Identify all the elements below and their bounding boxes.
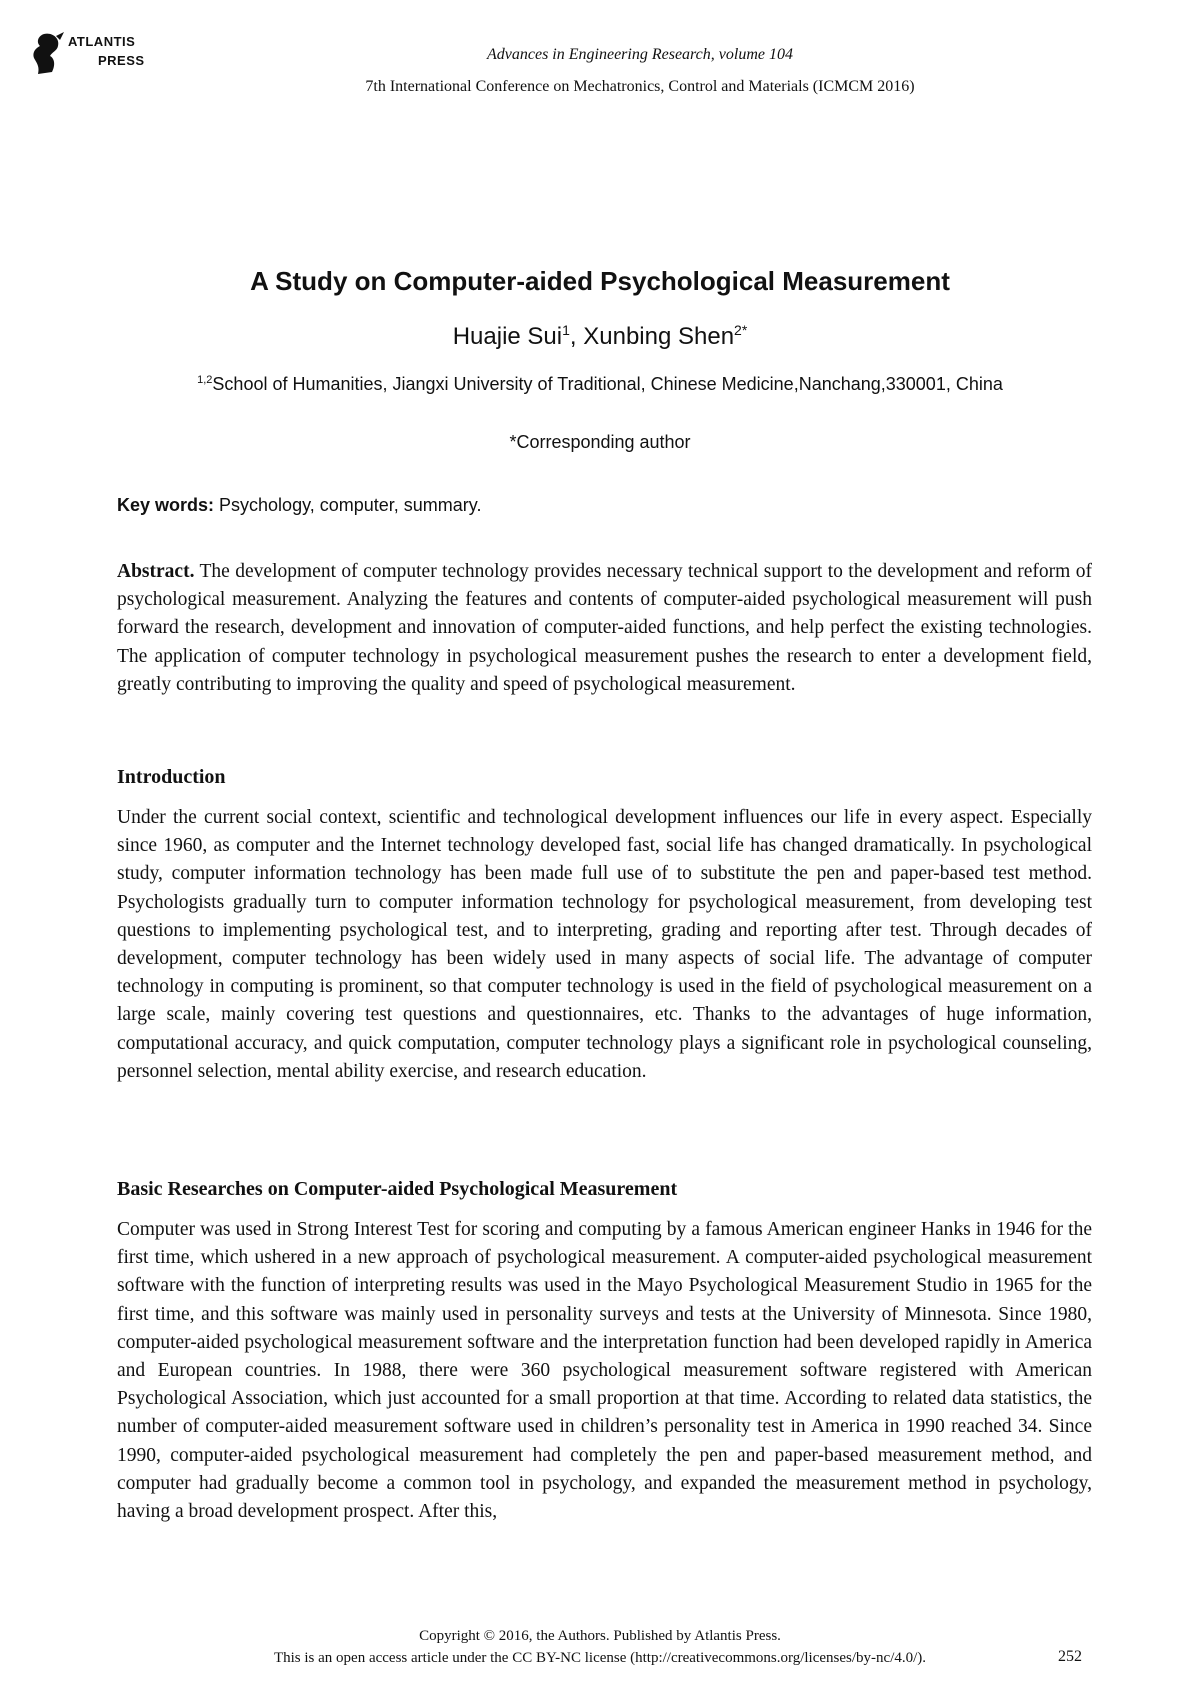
copyright-notice: Copyright © 2016, the Authors. Published by Atlantis Press. bbox=[419, 1628, 781, 1644]
abstract-label: Abstract. bbox=[117, 561, 195, 582]
page-number: 252 bbox=[1058, 1648, 1082, 1665]
section-heading: Basic Researches on Computer-aided Psychological Measurement bbox=[117, 1178, 678, 1200]
keywords-label: Key words: bbox=[117, 495, 215, 515]
section-body: Under the current social context, scientific and technological development influences our life in every aspect. Especially since 1960, as computer and the Internet technology developed fast, social life has changed dramatically. In psychological study, computer information technology has been made full use of to substitute the pen and paper-based test method. Psychologists gradually turn to computer information technology for psychological measurement, from developing test questions to implementing psychological test, and to interpreting, grading and reporting after test. Through decades of development, computer technology has been widely used in many aspects of social life. The advantage of computer technology in computing is prominent, so that computer technology is used in the field of psychological measurement on a large scale, mainly covering test questions and questionnaires, etc. Thanks to the advantages of huge information, computational accuracy, and quick computation, computer technology plays a significant role in psychological counseling, personnel selection, mental ability exercise, and research education. bbox=[117, 807, 1092, 1082]
affiliation bbox=[120, 368, 1080, 396]
author-affiliation-mark: 2* bbox=[734, 322, 748, 338]
section-body: Computer was used in Strong Interest Test for scoring and computing by a famous American engineer Hanks in 1946 for the first time, which ushered in a new approach of psychological measurement. A computer-aided psychological measurement software with the function of interpreting results was used in the Mayo Psychological Measurement Studio in 1965 for the first time, and this software was mainly used in personality surveys and tests at the University of Minnesota. Since 1980, computer-aided psychological measurement software and the interpretation function had been developed rapidly in America and European countries. In 1988, there were 360 psychological measurement software registered with American Psychological Association, which just accounted for a small proportion at that time. According to related data statistics, the number of computer-aided measurement software used in children’s personality test in America in 1990 reached 34. Since 1990, computer-aided psychological measurement had completely the pen and paper-based measurement method, and computer had gradually become a common tool in psychology, and expanded the measurement method in psychology, having a broad development prospect. After this, bbox=[117, 1219, 1092, 1523]
affiliation-text: School of Humanities, Jiangxi University of Traditional, Chinese Medicine,Nanchang,330001, China bbox=[212, 374, 1003, 394]
license-notice: This is an open access article under the CC BY-NC license (http://creativecommons.org/licenses/by-nc/4.0/). bbox=[273, 1650, 927, 1666]
author-list bbox=[0, 322, 1200, 351]
corresponding-author-note: *Corresponding author bbox=[509, 432, 691, 452]
abstract bbox=[117, 558, 1092, 699]
author-separator: , bbox=[569, 323, 584, 350]
author-name: Huajie Sui bbox=[452, 323, 563, 350]
affiliation-mark: 1,2 bbox=[197, 374, 213, 386]
keywords-text: Psychology, computer, summary. bbox=[214, 495, 482, 515]
author-affiliation-mark: 1 bbox=[562, 322, 570, 338]
paper-title: A Study on Computer-aided Psychological Measurement bbox=[250, 266, 950, 296]
author-name: Xunbing Shen bbox=[583, 323, 735, 350]
logo-text-atlantis: ATLANTIS bbox=[68, 34, 136, 49]
keywords bbox=[117, 495, 1087, 516]
section-heading: Introduction bbox=[117, 766, 226, 788]
abstract-text: The development of computer technology provides necessary technical support to the development and reform of psychological measurement. Analyzing the features and contents of computer-aided psychological measurement will push forward the research, development and innovation of computer-aided functions, and help perfect the existing technologies. The application of computer technology in psychological measurement pushes the research to enter a development field, greatly contributing to improving the quality and speed of psychological measurement. bbox=[117, 561, 1092, 695]
logo-text-press: PRESS bbox=[98, 53, 145, 68]
conference-name: 7th International Conference on Mechatronics, Control and Materials (ICMCM 2016) bbox=[365, 78, 915, 95]
series-volume: Advances in Engineering Research, volume 104 bbox=[487, 46, 793, 63]
